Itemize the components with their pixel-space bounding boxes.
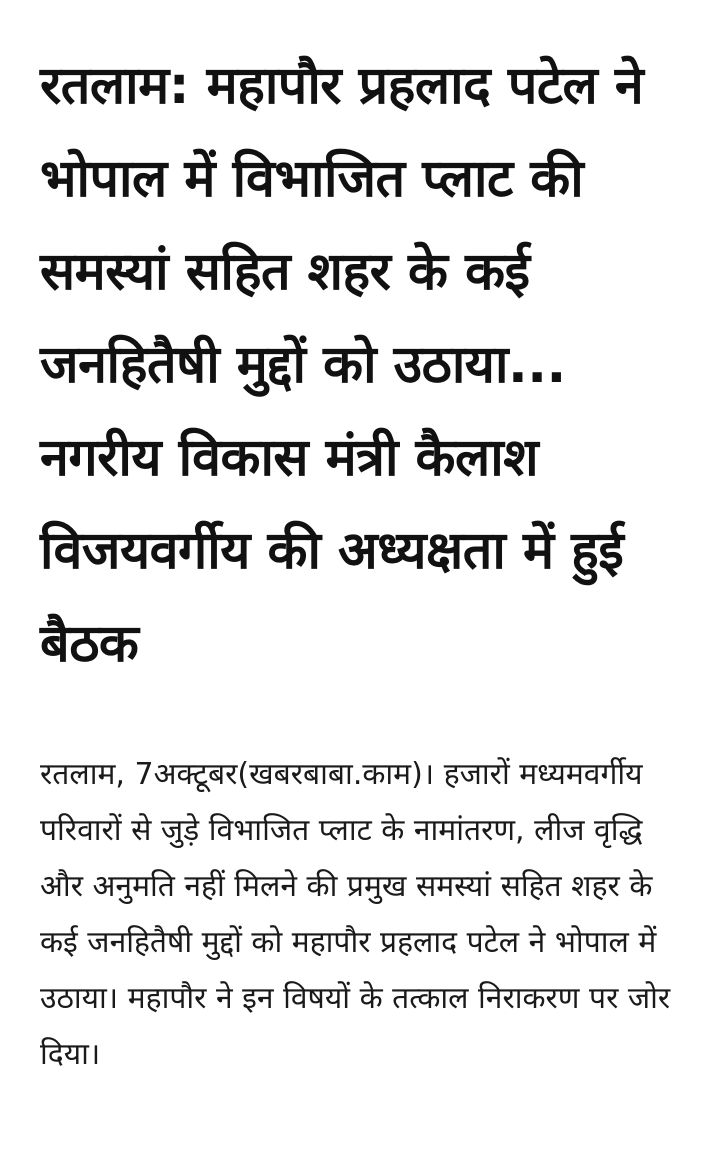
article-body: रतलाम, 7अक्टूबर(खबरबाबा.काम)। हजारों मध्यमवर्गीय परिवारों से जुड़े विभाजित प्लाट के नामांतरण, लीज वृद्धि और अनुमति नहीं मिलने की प्रमुख समस्यां सहित शहर के कई जनहितैषी मुद्दों को महापौर प्रहलाद पटेल ने भोपाल में उठाया। महापौर ने इन विषयों के तत्काल निराकरण पर जोर दिया। [40,757,671,1072]
article-headline: रतलाम: महापौर प्रहलाद पटेल ने भोपाल में विभाजित प्लाट की समस्यां सहित शहर के कई जनहितैषी मुद्दों को उठाया... नगरीय विकास मंत्री कैलाश विजयवर्गीय की अध्यक्षता में हुई बैठक [40,56,644,674]
news-article [40,0,690,1083]
